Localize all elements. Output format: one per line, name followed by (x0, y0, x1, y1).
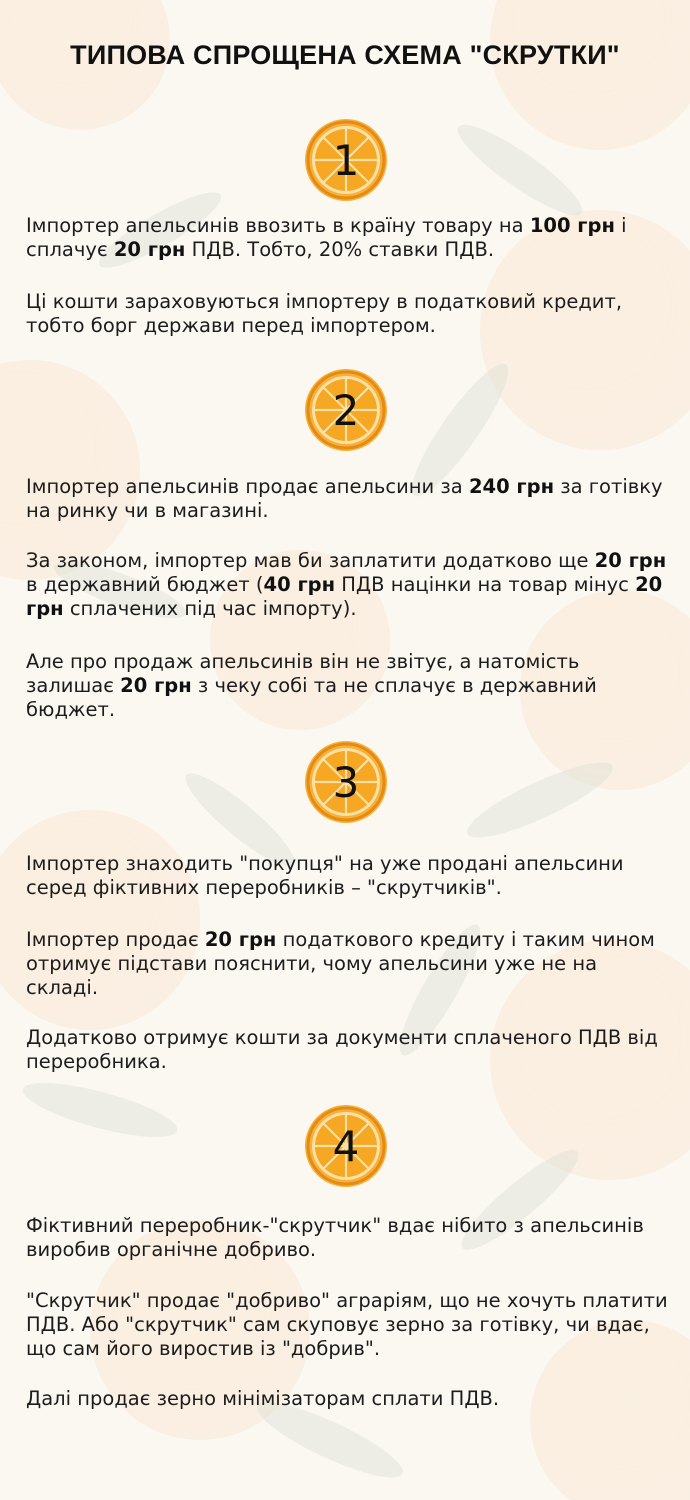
step-2-badge (304, 368, 388, 452)
step-2-text-1: Імпортер апельсинів продає апельсини за 240 грн за готівку на ринку чи в магазині. (26, 475, 663, 522)
step-1-text-1: Імпортер апельсинів ввозить в країну товару на 100 грн і сплачує 20 грн ПДВ. Тобто, 20% ставки ПДВ. (26, 214, 627, 261)
step-3-text-3: Додатково отримує кошти за документи сплаченого ПДВ від переробника. (26, 1026, 658, 1073)
step-4-text-2: "Скрутчик" продає "добриво" аграріям, що не хочуть платити ПДВ. Або "скрутчик" сам скуповує зерно за готівку, чи вдає, що сам його виростив із "добрив". (26, 1289, 668, 1360)
step-number: 3 (332, 757, 360, 807)
step-number: 4 (332, 1121, 360, 1171)
step-number: 1 (332, 135, 360, 185)
step-4-text-3: Далі продає зерно мінімізаторам сплати ПДВ. (26, 1387, 500, 1410)
step-3-text-1: Імпортер знаходить "покупця" на уже продані апельсини серед фіктивних переробників – "скрутчиків". (26, 852, 624, 899)
step-3-text-2: Імпортер продає 20 грн податкового кредиту і таким чином отримує підстави пояснити, чому апельсини уже не на складі. (26, 928, 655, 999)
page-title: ТИПОВА СПРОЩЕНА СХЕМА "СКРУТКИ" (70, 40, 620, 70)
step-number: 2 (332, 385, 360, 435)
step-3-badge (304, 740, 388, 824)
step-2-text-2: За законом, імпортер мав би заплатити додатково ще 20 грн в державний бюджет (40 грн ПДВ націнки на товар мінус 20 грн сплачених під час імпорту). (26, 549, 667, 620)
step-4-badge (304, 1104, 388, 1188)
step-4-text-1: Фіктивний переробник-"скрутчик" вдає нібито з апельсинів виробив органічне добриво. (26, 1214, 644, 1261)
step-1-text-2: Ці кошти зараховуються імпортеру в податковий кредит, тобто борг держави перед імпортером. (26, 290, 623, 337)
step-1-badge (304, 118, 388, 202)
step-2-text-3: Але про продаж апельсинів він не звітує, а натомість залишає 20 грн з чеку собі та не сплачує в державний бюджет. (26, 650, 597, 721)
